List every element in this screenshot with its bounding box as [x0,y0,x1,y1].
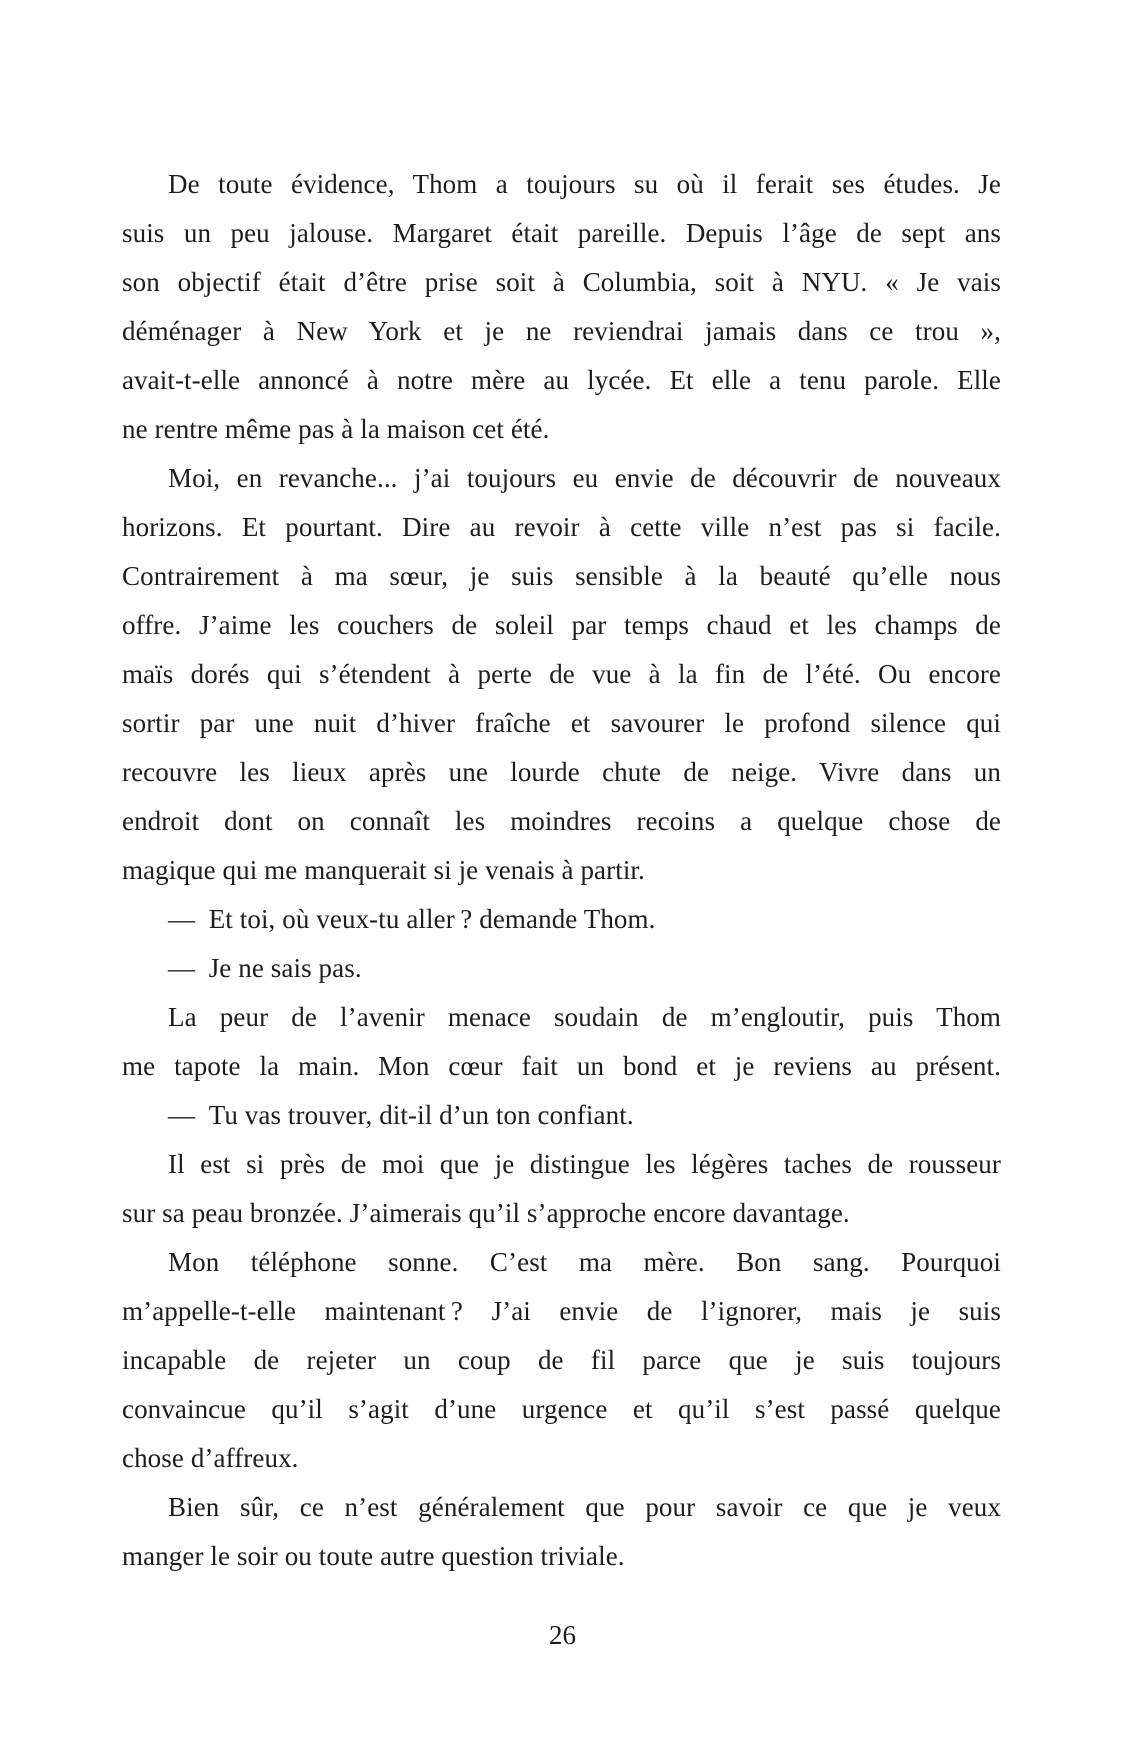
text-line: m’appelle-t-elle maintenant ? J’ai envie de l’ignorer, mais je suis [122,1296,1001,1326]
text-line: maïs dorés qui s’étendent à perte de vue à la fin de l’été. Ou encore [122,659,1001,689]
text-line: déménager à New York et je ne reviendrai jamais dans ce trou », [122,316,1001,346]
text-line: — Tu vas trouver, dit-il d’un ton confiant. [168,1100,634,1130]
text-line: endroit dont on connaît les moindres recoins a quelque chose de [122,806,1001,836]
text-line: De toute évidence, Thom a toujours su où il ferait ses études. Je [168,169,1001,199]
text-line: magique qui me manquerait si je venais à partir. [122,855,645,885]
text-line: avait-t-elle annoncé à notre mère au lycée. Et elle a tenu parole. Elle [122,365,1001,395]
text-line: suis un peu jalouse. Margaret était pareille. Depuis l’âge de sept ans [122,218,1001,248]
paragraph [122,160,1001,454]
text-line: recouvre les lieux après une lourde chute de neige. Vivre dans un [122,757,1001,787]
text-line: convaincue qu’il s’agit d’une urgence et qu’il s’est passé quelque [122,1394,1001,1424]
text-line: Bien sûr, ce n’est généralement que pour savoir ce que je veux [168,1492,1001,1522]
text-line: Contrairement à ma sœur, je suis sensible à la beauté qu’elle nous [122,561,1001,591]
text-block [122,160,1001,1581]
paragraph [122,454,1001,895]
text-line: sur sa peau bronzée. J’aimerais qu’il s’approche encore davantage. [122,1198,850,1228]
text-line: incapable de rejeter un coup de fil parce que je suis toujours [122,1345,1001,1375]
text-line: — Je ne sais pas. [168,953,362,983]
text-line: me tapote la main. Mon cœur fait un bond et je reviens au présent. [122,1051,1001,1081]
text-line: Moi, en revanche... j’ai toujours eu envie de découvrir de nouveaux [168,463,1001,493]
text-line: son objectif était d’être prise soit à Columbia, soit à NYU. « Je vais [122,267,1001,297]
text-line: offre. J’aime les couchers de soleil par temps chaud et les champs de [122,610,1001,640]
paragraph [122,895,1001,944]
paragraph [122,1238,1001,1483]
paragraph [122,944,1001,993]
paragraph [122,993,1001,1091]
text-line: Mon téléphone sonne. C’est ma mère. Bon sang. Pourquoi [168,1247,1001,1277]
text-line: manger le soir ou toute autre question triviale. [122,1541,625,1571]
text-line: chose d’affreux. [122,1443,299,1473]
paragraph [122,1091,1001,1140]
text-line: — Et toi, où veux-tu aller ? demande Thom. [168,904,656,934]
paragraph [122,1483,1001,1581]
text-line: La peur de l’avenir menace soudain de m’engloutir, puis Thom [168,1002,1001,1032]
paragraph [122,1140,1001,1238]
text-line: ne rentre même pas à la maison cet été. [122,414,550,444]
text-line: Il est si près de moi que je distingue les légères taches de rousseur [168,1149,1001,1179]
text-line: horizons. Et pourtant. Dire au revoir à cette ville n’est pas si facile. [122,512,1001,542]
text-line: sortir par une nuit d’hiver fraîche et savourer le profond silence qui [122,708,1001,738]
page-number: 26 [549,1620,576,1650]
